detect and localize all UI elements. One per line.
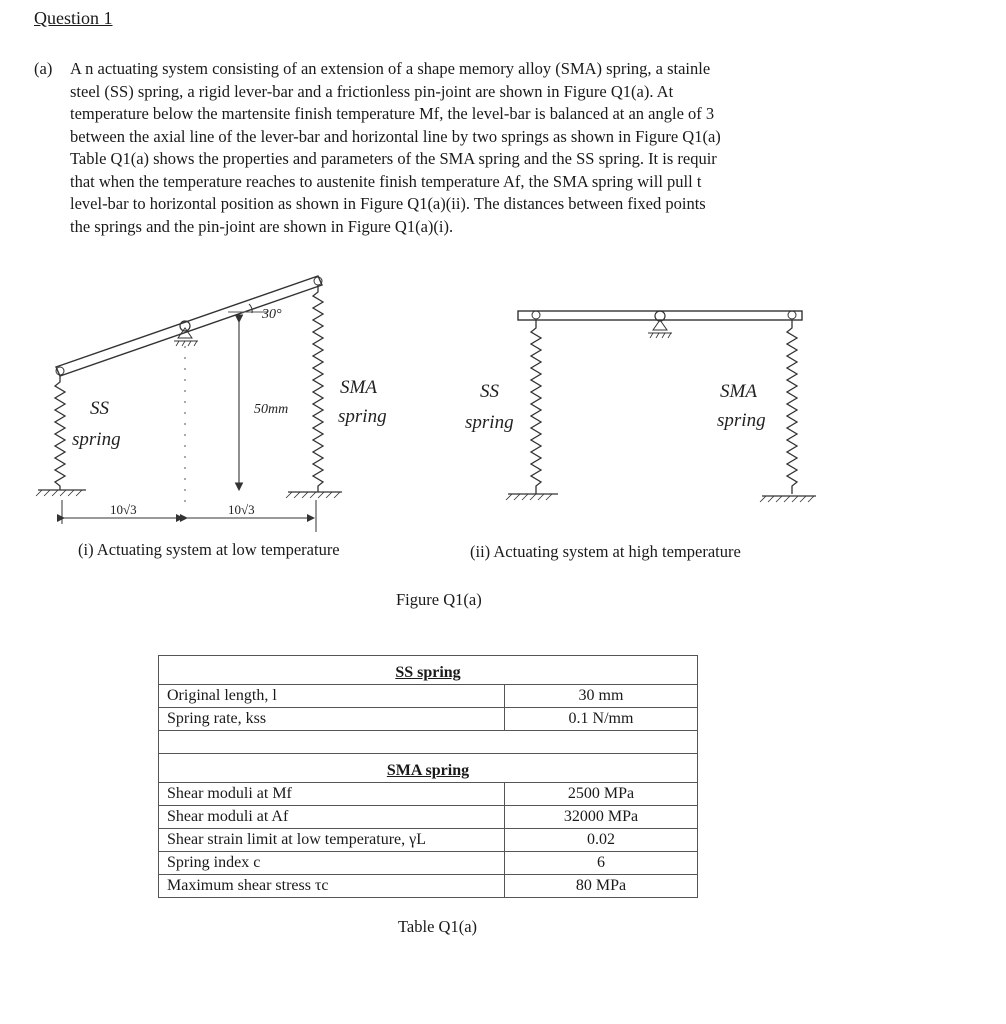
figure-caption: Figure Q1(a) [396, 590, 482, 609]
row-label: Shear strain limit at low temperature, γL [159, 829, 505, 852]
part-label: (a) [34, 59, 53, 78]
row-value: 30 mm [505, 685, 698, 708]
ss-spring-left [55, 375, 65, 490]
angle-arc [249, 304, 252, 313]
table-row [159, 783, 698, 806]
sma-spring-left [313, 285, 323, 492]
lever-bar [56, 276, 322, 376]
right-bar-end [314, 277, 322, 285]
right-panel [465, 311, 816, 502]
row-value: 0.02 [505, 829, 698, 852]
row-value: 2500 MPa [505, 783, 698, 806]
paragraph-line: between the axial line of the lever-bar and horizontal line by two springs as shown in Figure Q1(a) [70, 126, 721, 146]
row-value: 80 MPa [505, 875, 698, 898]
properties-table [158, 655, 698, 898]
ss-heading: SS spring [159, 656, 698, 685]
sma-label-right-1: SMA [720, 381, 757, 402]
sma-heading: SMA spring [159, 754, 698, 783]
ss-label-right-2: spring [465, 412, 514, 433]
ss-spring-right [531, 320, 541, 494]
row-value: 0.1 N/mm [505, 708, 698, 731]
row-label: Maximum shear stress τc [159, 875, 505, 898]
paragraph-line: steel (SS) spring, a rigid lever-bar and a frictionless pin-joint are shown in Figure Q1(a). At [70, 81, 674, 101]
table-row [159, 875, 698, 898]
problem-paragraph [34, 58, 824, 238]
pin-joint-right [648, 311, 672, 338]
paragraph-text: A n actuating system consisting of an extension of a shape memory alloy (SMA) spring, a stainle [70, 59, 711, 78]
spacer-row [159, 731, 698, 754]
ss-label-1: SS [90, 398, 109, 419]
row-label: Spring rate, kss [159, 708, 505, 731]
right-panel-caption: (ii) Actuating system at high temperature [470, 542, 741, 561]
left-panel-caption: (i) Actuating system at low temperature [78, 540, 340, 559]
paragraph-line: temperature below the martensite finish temperature Mf, the level-bar is balanced at an angle of 3 [70, 104, 715, 123]
sma-spring-right [787, 320, 797, 494]
ss-label-right-1: SS [480, 381, 499, 402]
sma-label-1: SMA [340, 377, 377, 398]
row-label: Shear moduli at Mf [159, 783, 505, 806]
left-panel [36, 276, 387, 532]
dim-right-label: 10√3 [228, 502, 255, 517]
ss-label-2: spring [72, 429, 121, 450]
table-row [159, 829, 698, 852]
sma-label-right-2: spring [717, 410, 766, 431]
row-label: Spring index c [159, 852, 505, 875]
dim-left-label: 10√3 [110, 502, 137, 517]
paragraph-line [34, 58, 824, 81]
lever-bar-horizontal [518, 311, 802, 320]
paragraph-line: that when the temperature reaches to austenite finish temperature Af, the SMA spring will pull t [70, 171, 702, 191]
table-row [159, 806, 698, 829]
row-label: Original length, l [159, 685, 505, 708]
table-row [159, 708, 698, 731]
question-heading: Question 1 [34, 8, 113, 28]
row-value: 6 [505, 852, 698, 875]
sma-label-2: spring [338, 406, 387, 427]
paragraph-line: level-bar to horizontal position as shown in Figure Q1(a)(ii). The distances between fixed points [70, 194, 706, 213]
table-caption: Table Q1(a) [398, 917, 478, 936]
left-bar-end [56, 367, 64, 375]
row-label: Shear moduli at Af [159, 806, 505, 829]
row-value: 32000 MPa [505, 806, 698, 829]
angle-label: 30° [262, 307, 282, 322]
pin-joint [174, 321, 198, 346]
table-row [159, 852, 698, 875]
paragraph-line: the springs and the pin-joint are shown in Figure Q1(a)(i). [70, 216, 454, 236]
table-row [159, 685, 698, 708]
paragraph-line: Table Q1(a) shows the properties and parameters of the SMA spring and the SS spring. It is requir [70, 149, 717, 168]
height-label: 50mm [254, 402, 289, 417]
